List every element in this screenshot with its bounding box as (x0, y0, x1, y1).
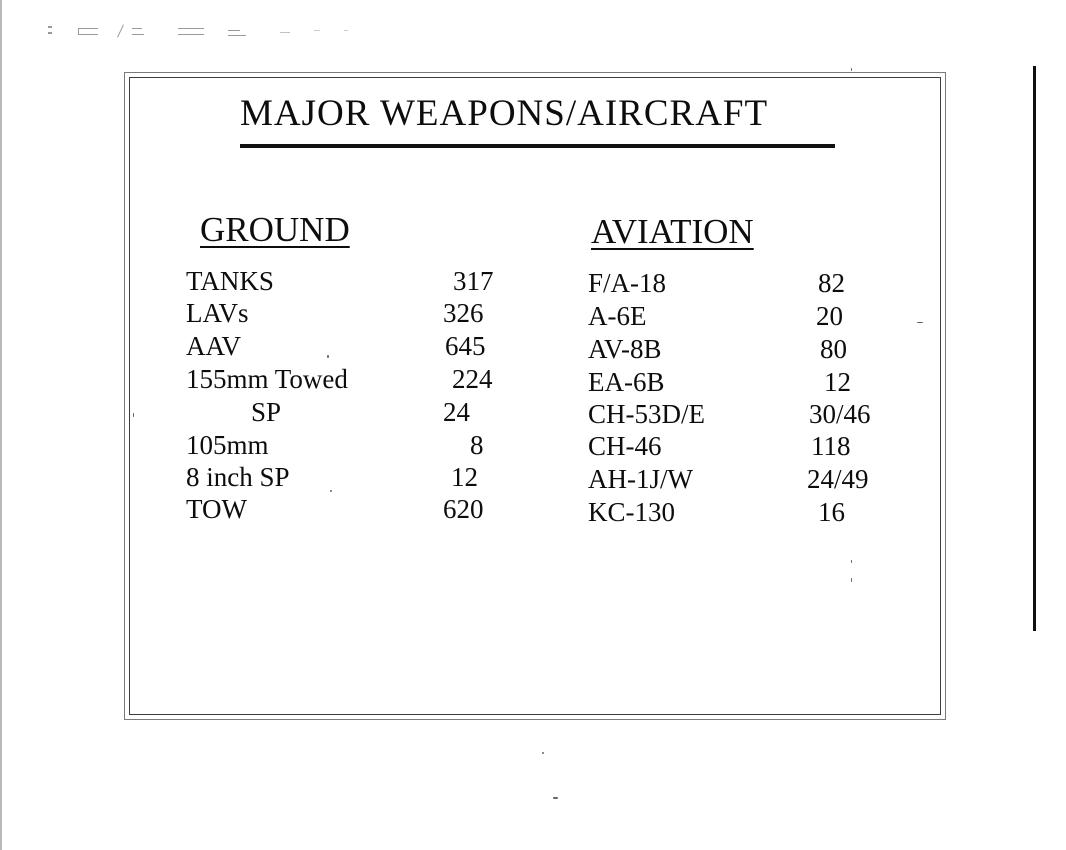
aviation-item-label: KC-130 (588, 497, 675, 527)
ground-item-value: 326 (443, 298, 484, 328)
ground-row-tow (186, 494, 516, 527)
title-underline (240, 144, 835, 148)
aviation-item-label: A-6E (588, 301, 647, 331)
scan-speck (542, 752, 544, 754)
ground-item-value: 224 (452, 364, 493, 394)
ground-row-tanks (186, 266, 516, 299)
aviation-heading: AVIATION (591, 212, 754, 251)
aviation-item-value: 16 (818, 497, 845, 527)
aviation-row-kc-130 (588, 497, 898, 530)
aviation-row-fa-18 (588, 268, 898, 301)
aviation-item-label: AH-1J/W (588, 464, 693, 494)
aviation-item-label: F/A-18 (588, 268, 667, 298)
aviation-item-value: 80 (820, 334, 847, 364)
ground-row-8-inch-sp (186, 462, 516, 495)
scan-speck (330, 490, 332, 492)
ground-row-lavs (186, 298, 516, 331)
ground-item-label: TANKS (186, 266, 274, 296)
ground-heading: GROUND (200, 210, 350, 249)
ground-item-value: 8 (470, 430, 484, 460)
ground-item-label: TOW (186, 494, 247, 524)
aviation-item-value: 82 (818, 268, 845, 298)
aviation-row-ah-1jw (588, 464, 898, 497)
page-edge-right (1033, 66, 1036, 631)
ground-row-aav (186, 331, 516, 364)
scan-speck (851, 578, 852, 582)
scan-speck (851, 68, 852, 71)
aviation-item-value: 24/49 (807, 464, 869, 494)
aviation-row-ch-46 (588, 431, 898, 464)
ground-item-label: 155mm Towed (186, 364, 348, 394)
aviation-item-value: 118 (811, 431, 851, 461)
aviation-item-label: EA-6B (588, 367, 665, 397)
ground-item-label: AAV (186, 331, 242, 361)
scan-speck (327, 355, 329, 358)
scan-speck (553, 797, 558, 799)
ground-item-value: 24 (443, 397, 470, 427)
scan-speck (917, 322, 923, 323)
aviation-row-av-8b (588, 334, 898, 367)
aviation-item-value: 30/46 (809, 399, 871, 429)
page-edge-left (0, 0, 2, 850)
aviation-item-label: CH-46 (588, 431, 662, 461)
ground-item-value: 12 (451, 462, 478, 492)
aviation-row-a-6e (588, 301, 898, 334)
aviation-row-ea-6b (588, 367, 898, 400)
ground-item-value: 645 (445, 331, 486, 361)
ground-row-sp (186, 397, 516, 430)
ground-row-105mm (186, 430, 516, 463)
aviation-item-label: AV-8B (588, 334, 662, 364)
ground-row-155mm-towed (186, 364, 516, 397)
ground-item-label: LAVs (186, 298, 249, 328)
ground-item-label: 8 inch SP (186, 462, 290, 492)
aviation-item-value: 20 (816, 301, 843, 331)
ground-item-value: 620 (443, 494, 484, 524)
ground-item-label: SP (251, 397, 282, 427)
aviation-item-value: 12 (824, 367, 851, 397)
scan-artifacts (44, 22, 374, 42)
scan-speck (851, 560, 852, 563)
ground-item-label: 105mm (186, 430, 269, 460)
ground-item-value: 317 (453, 266, 494, 296)
page-title: MAJOR WEAPONS/AIRCRAFT (240, 93, 769, 134)
aviation-row-ch-53de (588, 399, 898, 432)
aviation-item-label: CH-53D/E (588, 399, 705, 429)
scan-speck (133, 413, 134, 417)
